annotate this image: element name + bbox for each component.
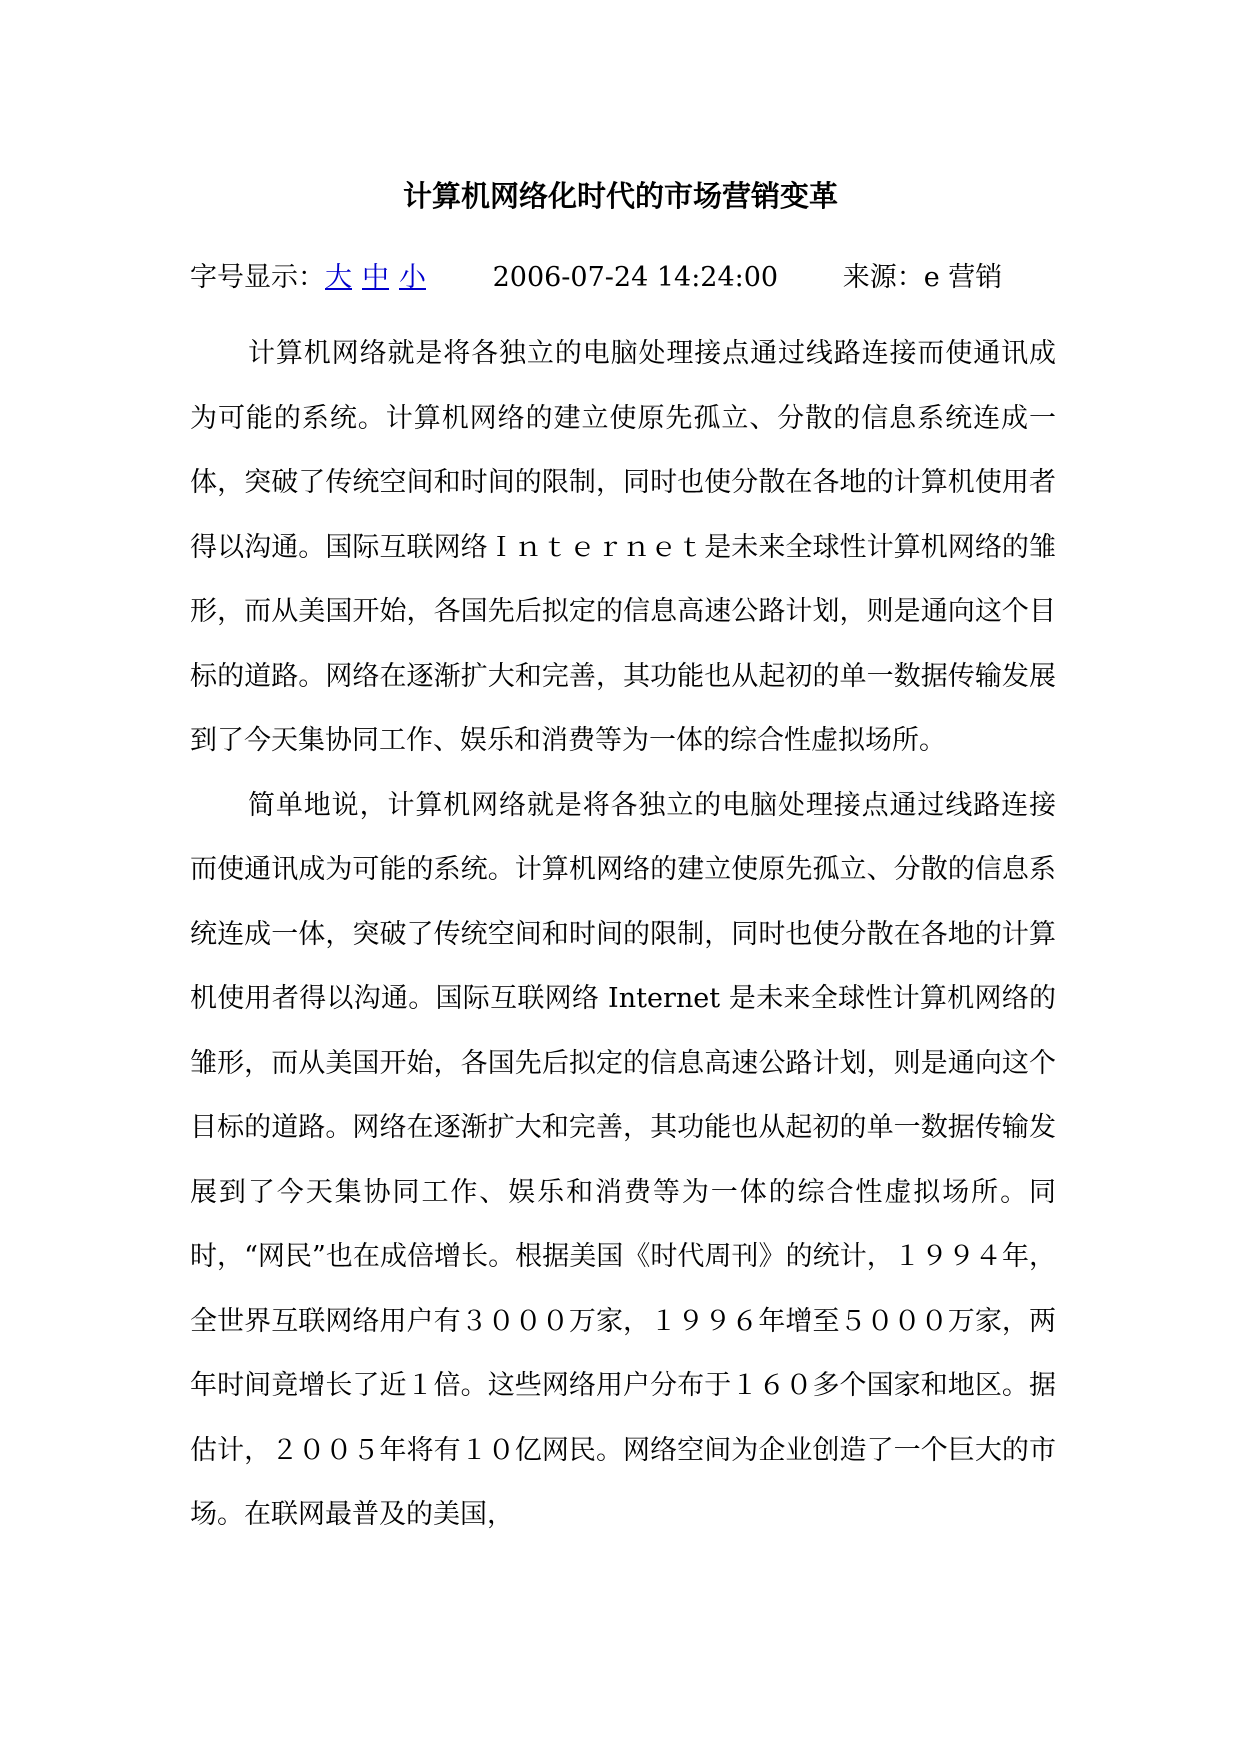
- font-size-medium-link[interactable]: 中: [362, 262, 389, 293]
- article-title: 计算机网络化时代的市场营销变革: [402, 179, 838, 213]
- article-meta: [190, 258, 1002, 298]
- font-size-large-link[interactable]: 大: [325, 262, 352, 293]
- article-body: [190, 322, 1056, 1548]
- publish-datetime: 2006-07-24 14:24:00: [492, 262, 779, 293]
- font-size-small-link[interactable]: 小: [399, 262, 426, 293]
- article-paragraph: 简单地说，计算机网络就是将各独立的电脑处理接点通过线路连接而使通讯成为可能的系统。计算机网络的建立使原先孤立、分散的信息系统连成一体，突破了传统空间和时间的限制，同时也使分散在各地的计算机使用者得以沟通。国际互联网络 Internet 是未来全球性计算机网络的雏形，而从美国开始，各国先后拟定的信息高速公路计划，则是通向这个目标的道路。网络在逐渐扩大和完善，其功能也从起初的单一数据传输发展到了今天集协同工作、娱乐和消费等为一体的综合性虚拟场所。同时，“网民”也在成倍增长。根据美国《时代周刊》的统计，１９９４年，全世界互联网络用户有３０００万家，１９９６年增至５０００万家，两年时间竟增长了近１倍。这些网络用户分布于１６０多个国家和地区。据估计，２００５年将有１０亿网民。网络空间为企业创造了一个巨大的市场。在联网最普及的美国，: [190, 789, 1056, 1530]
- font-size-label: 字号显示：: [190, 262, 325, 293]
- article-paragraph: 计算机网络就是将各独立的电脑处理接点通过线路连接而使通讯成为可能的系统。计算机网络的建立使原先孤立、分散的信息系统连成一体，突破了传统空间和时间的限制，同时也使分散在各地的计算机使用者得以沟通。国际互联网络Ｉｎｔｅｒｎｅｔ是未来全球性计算机网络的雏形，而从美国开始，各国先后拟定的信息高速公路计划，则是通向这个目标的道路。网络在逐渐扩大和完善，其功能也从起初的单一数据传输发展到了今天集协同工作、娱乐和消费等为一体的综合性虚拟场所。: [190, 338, 1056, 756]
- article-source: 来源：e 营销: [842, 262, 1003, 293]
